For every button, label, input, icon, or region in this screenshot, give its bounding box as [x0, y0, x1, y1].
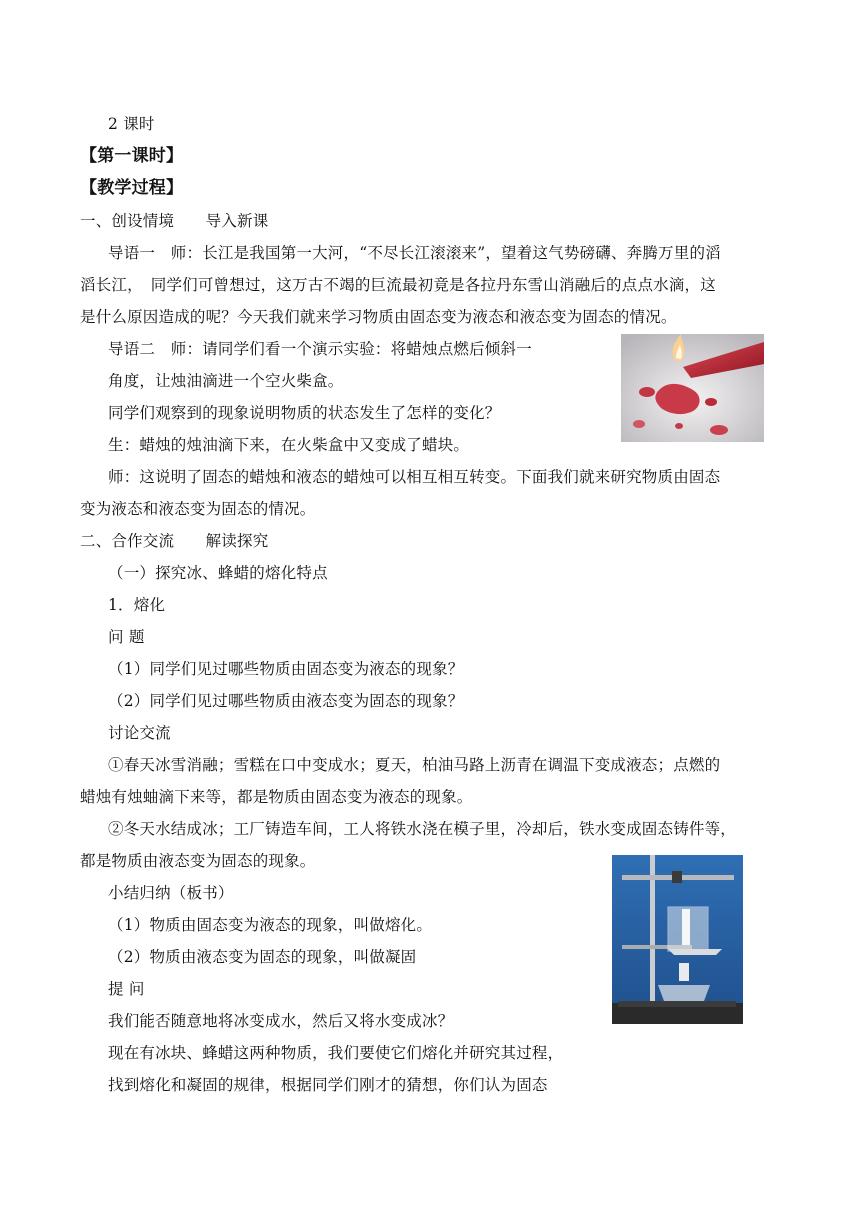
paragraph-line: 滔长江， 同学们可曾想过，这万古不竭的巨流最初竟是各拉丹东雪山消融后的点点水滴，这	[80, 276, 716, 294]
apparatus-illustration	[612, 855, 743, 1024]
item-title: 1．熔化	[108, 596, 166, 614]
candle-wax-photo	[621, 334, 764, 442]
paragraph-line: （2）同学们见过哪些物质由液态变为固态的现象？	[108, 692, 464, 710]
paragraph-line: 导语二 师：请同学们看一个演示实验：将蜡烛点燃后倾斜一	[108, 340, 532, 358]
melting-apparatus-photo	[612, 855, 743, 1024]
label-question: 问 题	[108, 628, 145, 646]
paragraph-line: ②冬天水结成冰；工厂铸造车间，工人将铁水浇在模子里，冷却后，铁水变成固态铸件等，	[108, 820, 737, 838]
paragraph-line: 角度，让烛油滴进一个空火柴盒。	[108, 372, 344, 390]
paragraph-line: 我们能否随意地将冰变成水，然后又将水变成冰？	[108, 1012, 454, 1030]
label-discussion: 讨论交流	[108, 724, 171, 742]
paragraph-line: 生：蜡烛的烛油滴下来，在火柴盒中又变成了蜡块。	[108, 436, 470, 454]
section-two-title: 二、合作交流 解读探究	[80, 532, 269, 550]
label-summary: 小结归纳（板书）	[108, 884, 234, 902]
lesson-count: 2 课时	[108, 115, 155, 133]
heading-first-lesson: 【第一课时】	[80, 146, 184, 166]
candle-wax-illustration	[621, 334, 764, 442]
paragraph-line: 蜡烛有烛蚰滴下来等，都是物质由固态变为液态的现象。	[80, 788, 473, 806]
paragraph-line: 现在有冰块、蜂蜡这两种物质，我们要使它们熔化并研究其过程，	[108, 1044, 564, 1062]
paragraph-line: 是什么原因造成的呢？今天我们就来学习物质由固态变为液态和液态变为固态的情况。	[80, 308, 677, 326]
paragraph-line: ①春天冰雪消融；雪糕在口中变成水；夏天，柏油马路上沥青在调温下变成液态；点燃的	[108, 756, 721, 774]
subsection-title: （一）探究冰、蜂蜡的熔化特点	[108, 564, 328, 582]
paragraph-line: 导语一 师：长江是我国第一大河，“不尽长江滚滚来”，望着这气势磅礴、奔腾万里的滔	[108, 244, 721, 262]
paragraph-line: 变为液态和液态变为固态的情况。	[80, 500, 316, 518]
label-ask: 提 问	[108, 980, 145, 998]
paragraph-line: 都是物质由液态变为固态的现象。	[80, 852, 316, 870]
paragraph-line: 找到熔化和凝固的规律，根据同学们刚才的猜想，你们认为固态	[108, 1076, 548, 1094]
heading-teaching-process: 【教学过程】	[80, 178, 184, 198]
paragraph-line: （1）物质由固态变为液态的现象，叫做熔化。	[108, 916, 433, 934]
paragraph-line: （1）同学们见过哪些物质由固态变为液态的现象？	[108, 660, 464, 678]
section-one-title: 一、创设情境 导入新课	[80, 212, 269, 230]
paragraph-line: 同学们观察到的现象说明物质的状态发生了怎样的变化？	[108, 404, 501, 422]
paragraph-line: （2）物质由液态变为固态的现象，叫做凝固	[108, 948, 417, 966]
paragraph-line: 师：这说明了固态的蜡烛和液态的蜡烛可以相互相互转变。下面我们就来研究物质由固态	[108, 468, 721, 486]
